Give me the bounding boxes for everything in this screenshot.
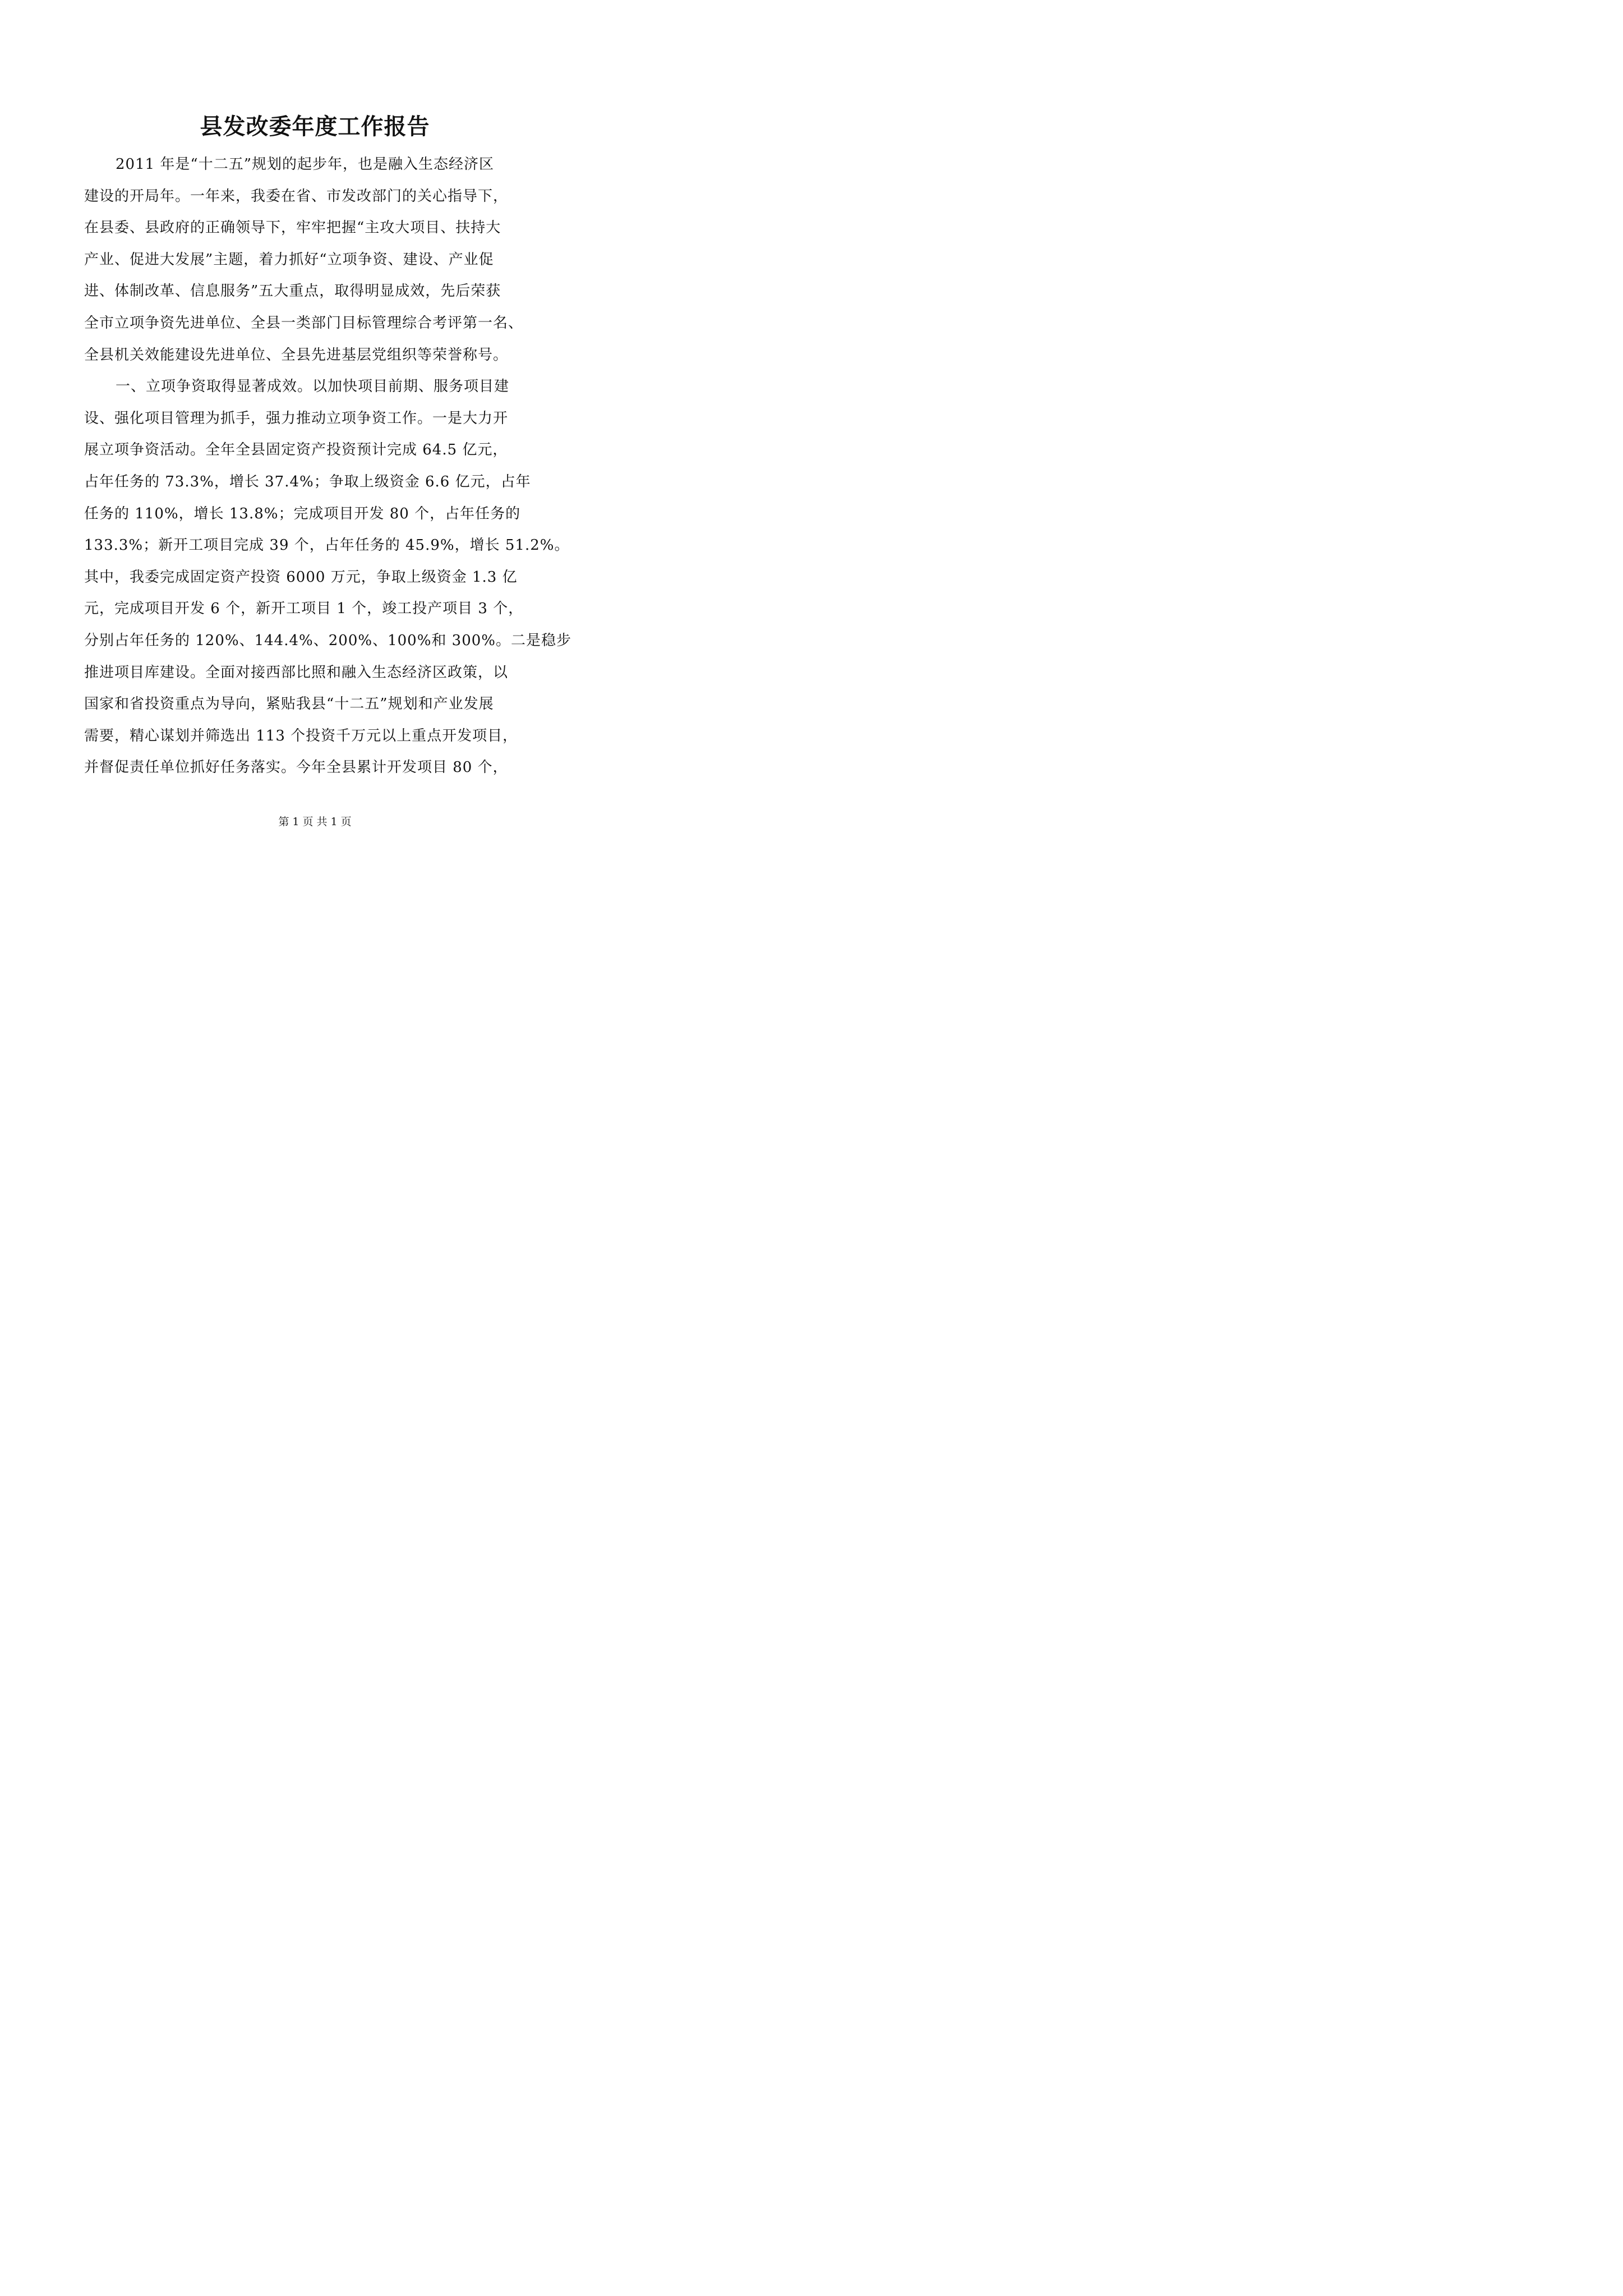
body-line: 133.3%；新开工项目完成 39 个，占年任务的 45.9%，增长 51.2%。 xyxy=(84,537,570,554)
document-title: 县发改委年度工作报告 xyxy=(200,113,430,140)
body-line: 产业、促进大发展”主题，着力抓好“立项争资、建设、产业促 xyxy=(84,251,494,268)
body-line: 一、立项争资取得显著成效。以加快项目前期、服务项目建 xyxy=(116,378,510,395)
body-line: 其中，我委完成固定资产投资 6000 万元，争取上级资金 1.3 亿 xyxy=(84,568,518,586)
body-line: 全市立项争资先进单位、全县一类部门目标管理综合考评第一名、 xyxy=(84,314,524,332)
body-line: 推进项目库建设。全面对接西部比照和融入生态经济区政策，以 xyxy=(84,664,509,681)
document-page xyxy=(0,0,630,890)
body-line: 建设的开局年。一年来，我委在省、市发改部门的关心指导下， xyxy=(84,187,509,205)
body-line: 设、强化项目管理为抓手，强力推动立项争资工作。一是大力开 xyxy=(84,409,509,427)
body-line: 国家和省投资重点为导向，紧贴我县“十二五”规划和产业发展 xyxy=(84,696,494,713)
body-line: 分别占年任务的 120%、144.4%、200%、100%和 300%。二是稳步 xyxy=(84,632,571,649)
body-line: 2011 年是“十二五”规划的起步年，也是融入生态经济区 xyxy=(116,156,495,173)
body-line: 全县机关效能建设先进单位、全县先进基层党组织等荣誉称号。 xyxy=(84,346,509,364)
body-line: 进、体制改革、信息服务”五大重点，取得明显成效，先后荣获 xyxy=(84,283,501,300)
body-line: 在县委、县政府的正确领导下，牢牢把握“主攻大项目、扶持大 xyxy=(84,219,501,237)
body-line: 需要，精心谋划并筛选出 113 个投资千万元以上重点开发项目， xyxy=(84,727,518,744)
body-line: 元，完成项目开发 6 个，新开工项目 1 个，竣工投产项目 3 个， xyxy=(84,600,524,618)
document-body xyxy=(84,149,571,784)
page-footer: 第 1 页 共 1 页 xyxy=(278,816,352,828)
body-line: 任务的 110%，增长 13.8%；完成项目开发 80 个，占年任务的 xyxy=(84,505,521,522)
body-line: 并督促责任单位抓好任务落实。今年全县累计开发项目 80 个， xyxy=(84,759,508,776)
body-line: 占年任务的 73.3%，增长 37.4%；争取上级资金 6.6 亿元，占年 xyxy=(84,473,531,490)
body-line: 展立项争资活动。全年全县固定资产投资预计完成 64.5 亿元， xyxy=(84,441,508,459)
